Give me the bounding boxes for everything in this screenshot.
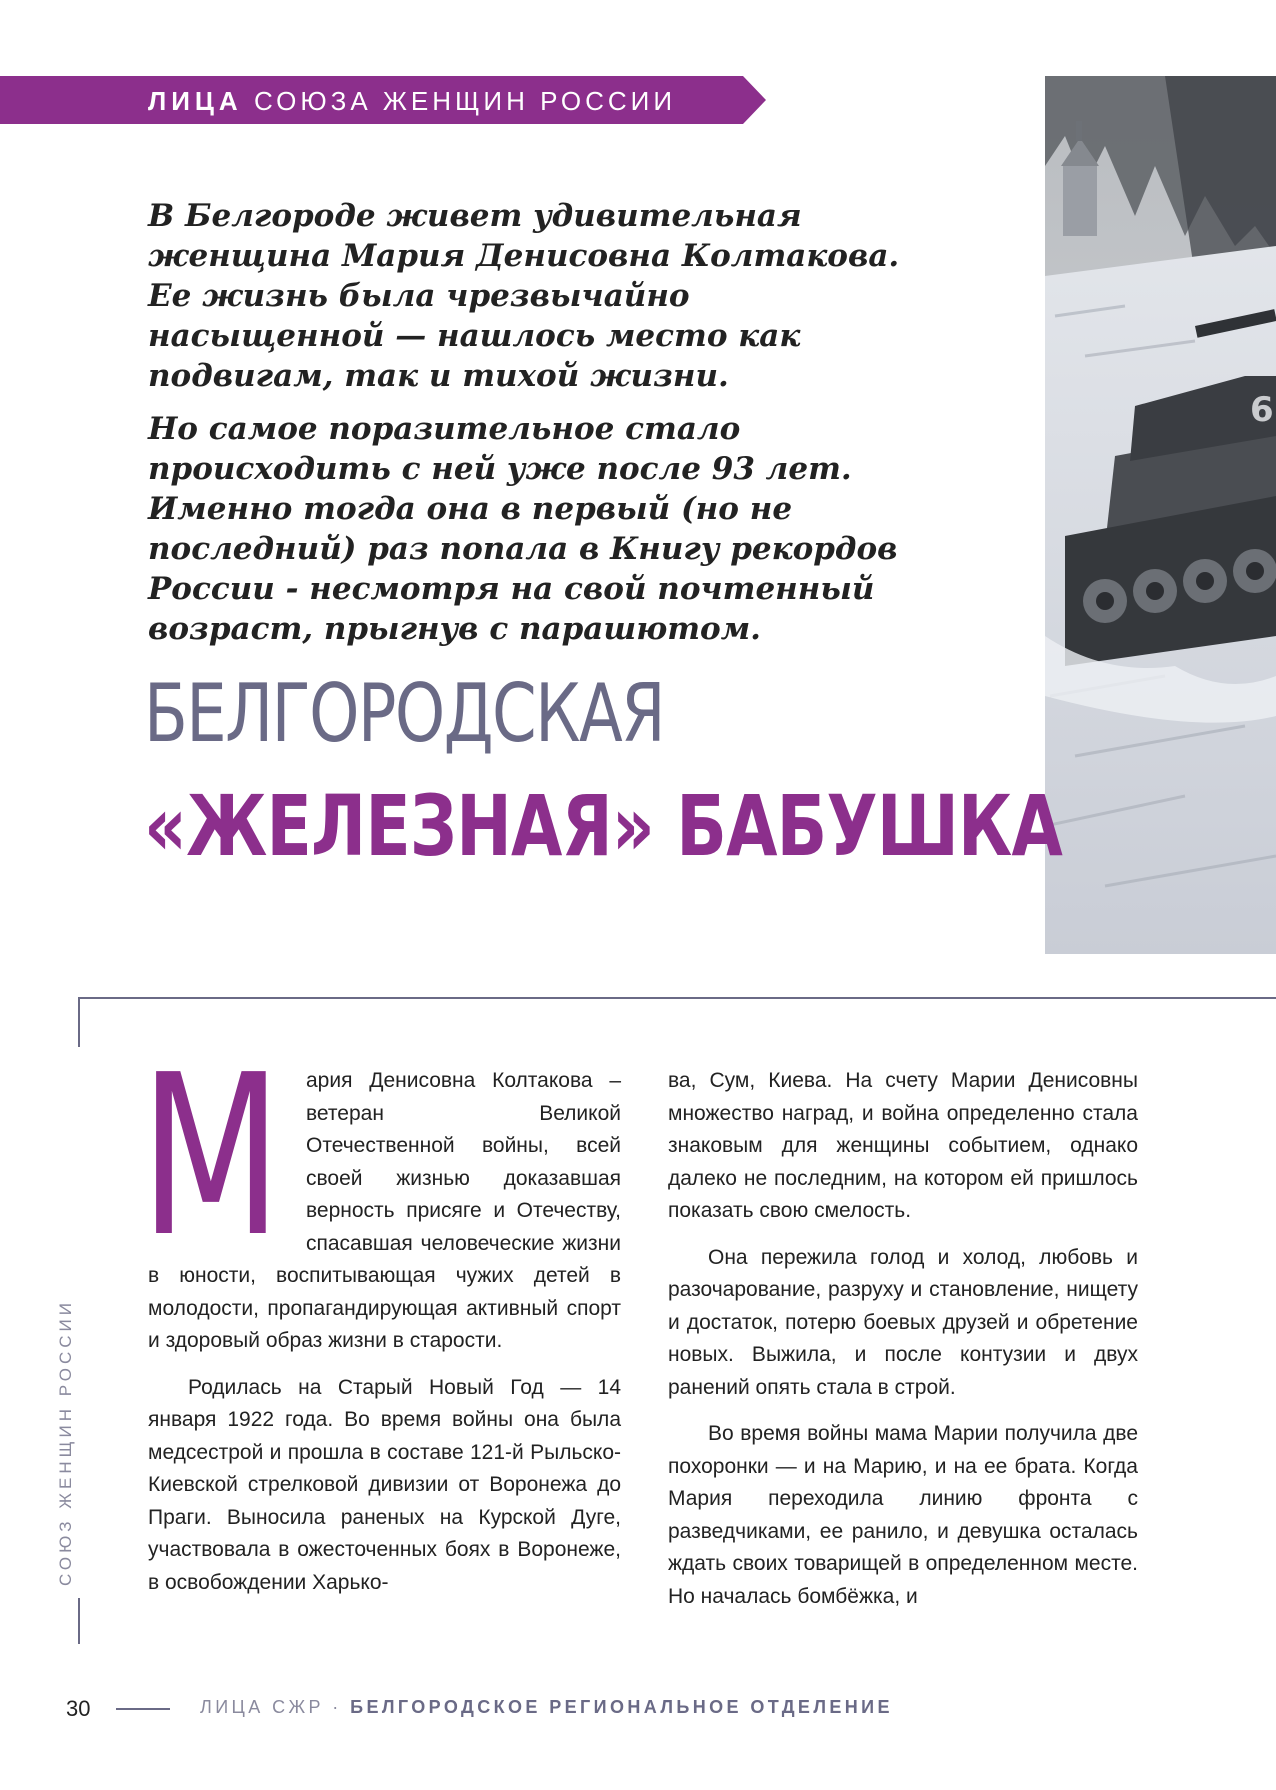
intro-paragraph-2: Но самое поразительное стало происходить с ней уже после 93 лет. Именно тогда она в первый (но не последний) раз попала в Книгу рекордов России - несмотря на свой почтенный возраст, прыгнув с парашютом. — [148, 411, 898, 647]
column-2-paragraph-1: ва, Сум, Киева. На счету Марии Денисовны множество наград, и война определенно стала знаковым для женщины событием, однако далеко не последним, на котором ей пришлось показать свою смелость. — [668, 1069, 1138, 1222]
banner-bold-word: ЛИЦА — [148, 86, 243, 116]
drop-cap: М — [140, 1028, 282, 1286]
footer-line — [116, 1708, 170, 1710]
section-banner-text — [148, 83, 676, 119]
column-2-paragraph-3: Во время войны мама Марии получила две похоронки — и на Марию, и на ее брата. Когда Мария переходила линию фронта с разведчиками, ее ранило, и девушка осталась ждать своих товарищей в определенном месте. Но началась бомбёжка, и — [668, 1422, 1138, 1608]
article-title-line-1: БЕЛГОРОДСКАЯ — [144, 667, 665, 760]
intro-paragraph-1: В Белгороде живет удивительная женщина Мария Денисовна Колтакова. Ее жизнь была чрезвычайно насыщенной — нашлось место как подвигам, так и тихой жизни. — [148, 198, 900, 394]
banner-rest: СОЮЗА ЖЕНЩИН РОССИИ — [253, 86, 677, 116]
intro-lead — [148, 196, 908, 662]
page-number: 30 — [66, 1696, 91, 1721]
column-1-paragraph-2: Родилась на Старый Новый Год — 14 января 1922 года. Во время войны она была медсестрой и прошла в составе 121-й Рыльско-Киевской стрелковой дивизии от Воронежа до Праги. Выносила раненых на Курской Дуге, участвовала в ожесточенных боях в Воронеже, в освобождении Харько- — [148, 1375, 621, 1594]
article-column-1 — [140, 1028, 621, 1613]
side-vertical-label: СОЮЗ ЖЕНЩИН РОССИИ — [56, 1299, 75, 1586]
tank-number-label: 6 — [1250, 390, 1274, 430]
column-1-paragraph-1-text: ария Денисовна Колтакова – ветеран Великой Отечественной войны, всей своей жизнью доказавшая верность присяге и Отечеству, спасавшая человеческие жизни в юности, воспитывающая чужих детей в молодости, пропагандирующая активный спорт и здоровый образ жизни в старости. — [148, 1069, 621, 1352]
article-column-2 — [668, 1065, 1138, 1627]
frame-left-line-bottom — [78, 1598, 80, 1644]
frame-left-line — [78, 997, 80, 1047]
footer-magazine: ЛИЦА СЖР · — [200, 1697, 342, 1717]
article-title-line-2: «ЖЕЛЕЗНАЯ» БАБУШКА — [144, 777, 1063, 875]
war-painting-image — [1045, 76, 1276, 954]
footer-section: БЕЛГОРОДСКОЕ РЕГИОНАЛЬНОЕ ОТДЕЛЕНИЕ — [350, 1697, 893, 1717]
column-1-paragraph-1 — [140, 1028, 621, 1358]
painting-illustration — [1045, 76, 1276, 954]
footer-running-title — [200, 1697, 893, 1718]
frame-top-line — [78, 997, 1276, 999]
column-2-paragraph-2: Она пережила голод и холод, любовь и разочарование, разруху и становление, нищету и достаток, потерю боевых друзей и обретение новых. Выжила, и после контузии и двух ранений опять стала в строй. — [668, 1245, 1138, 1399]
